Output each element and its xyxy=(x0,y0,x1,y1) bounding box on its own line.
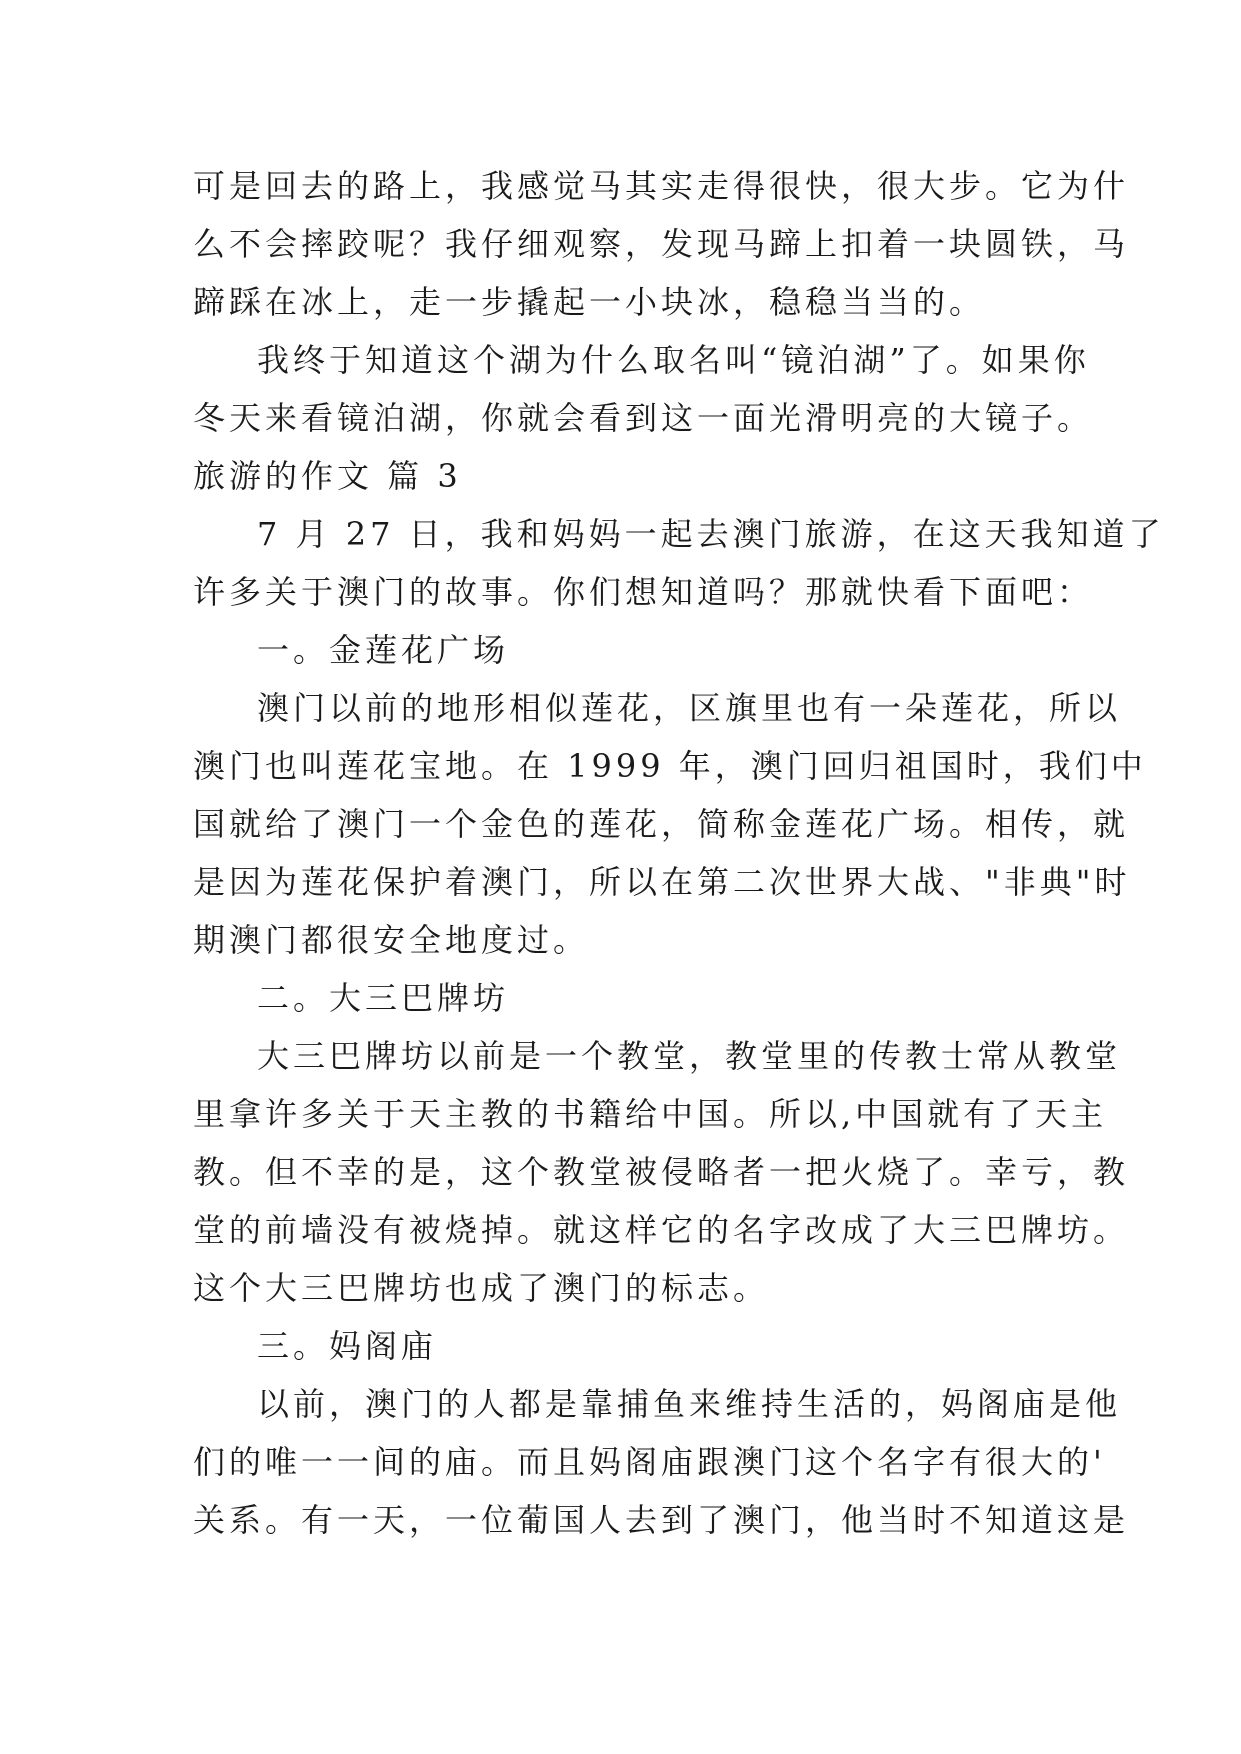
paragraph-line: 以前，澳门的人都是靠捕鱼来维持生活的，妈阁庙是他 xyxy=(257,1385,1122,1423)
paragraph-line: 澳门也叫莲花宝地。在 1999 年，澳门回归祖国时，我们中 xyxy=(193,747,1147,785)
paragraph-line: 蹄踩在冰上，走一步撬起一小块冰，稳稳当当的。 xyxy=(193,283,986,321)
subheading: 一。金莲花广场 xyxy=(257,631,510,669)
paragraph-line: 们的唯一一间的庙。而且妈阁庙跟澳门这个名字有很大的' xyxy=(193,1443,1106,1481)
subheading: 二。大三巴牌坊 xyxy=(257,979,510,1017)
paragraph-line: 是因为莲花保护着澳门，所以在第二次世界大战、"非典"时 xyxy=(193,863,1131,901)
paragraph-line: 堂的前墙没有被烧掉。就这样它的名字改成了大三巴牌坊。 xyxy=(193,1211,1130,1249)
paragraph-line: 我终于知道这个湖为什么取名叫“镜泊湖”了。如果你 xyxy=(257,341,1090,379)
subheading: 三。妈阁庙 xyxy=(257,1327,438,1365)
paragraph-line: 7 月 27 日，我和妈妈一起去澳门旅游，在这天我知道了 xyxy=(257,515,1165,553)
paragraph-line: 教。但不幸的是，这个教堂被侵略者一把火烧了。幸亏，教 xyxy=(193,1153,1130,1191)
paragraph-line: 冬天来看镜泊湖，你就会看到这一面光滑明亮的大镜子。 xyxy=(193,399,1094,437)
paragraph-line: 期澳门都很安全地度过。 xyxy=(193,921,590,959)
paragraph-line: 么不会摔跤呢？我仔细观察，发现马蹄上扣着一块圆铁，马 xyxy=(193,225,1130,263)
paragraph-line: 里拿许多关于天主教的书籍给中国。所以,中国就有了天主 xyxy=(193,1095,1108,1133)
paragraph-line: 澳门以前的地形相似莲花，区旗里也有一朵莲花，所以 xyxy=(257,689,1122,727)
paragraph-line: 许多关于澳门的故事。你们想知道吗？那就快看下面吧： xyxy=(193,573,1094,611)
section-heading: 旅游的作文 篇 3 xyxy=(193,457,462,495)
paragraph-line: 这个大三巴牌坊也成了澳门的标志。 xyxy=(193,1269,770,1307)
paragraph-line: 可是回去的路上，我感觉马其实走得很快，很大步。它为什 xyxy=(193,167,1130,205)
paragraph-line: 大三巴牌坊以前是一个教堂，教堂里的传教士常从教堂 xyxy=(257,1037,1122,1075)
paragraph-line: 国就给了澳门一个金色的莲花，简称金莲花广场。相传，就 xyxy=(193,805,1130,843)
paragraph-line: 关系。有一天，一位葡国人去到了澳门，他当时不知道这是 xyxy=(193,1501,1130,1539)
